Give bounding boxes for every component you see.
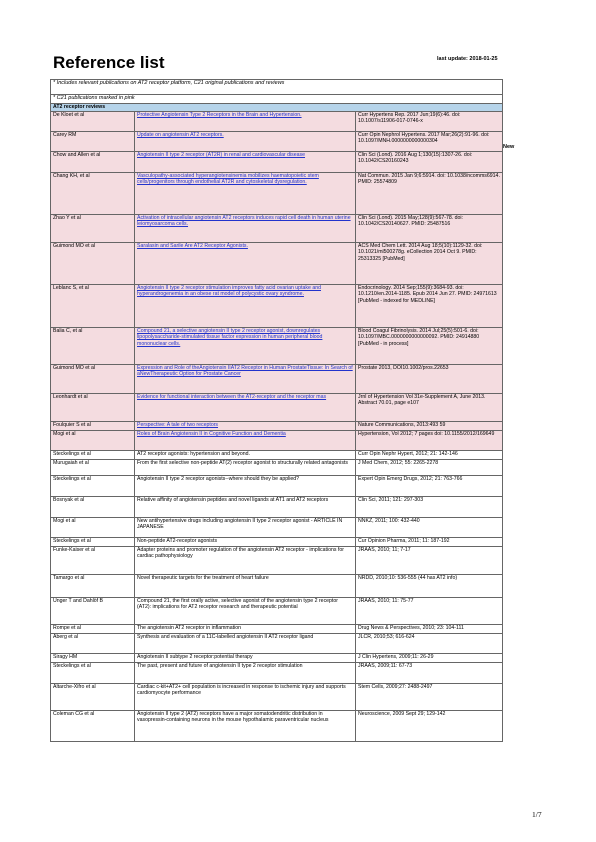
reference-table [50,79,503,742]
reference-journal-cell: NRDD, 2010;10: 536-555 (44 has AT2 info) [356,575,503,598]
reference-row [51,132,503,152]
reference-row [51,663,503,684]
reference-author-cell: Balia C, et al [51,328,135,365]
reference-author-cell: Murugaiah et al [51,460,135,476]
reference-author-cell: Foulquier S et al [51,422,135,431]
reference-title-cell: AT2 receptor agonists: hypertension and beyond. [135,451,356,460]
reference-journal-cell: Neuroscience, 2009 Sept 29; 129-142 [356,711,503,742]
reference-title-cell [135,215,356,243]
reference-title-cell: Adapter proteins and promoter regulation of the angiotensin AT2 receptor - implications for cardiac pathophysiology [135,547,356,575]
reference-row [51,112,503,132]
last-update-label: last update: 2018-01-25 [437,56,498,62]
reference-title-link[interactable]: Protective Angiotensin Type 2 Receptors in the Brain and Hypertension. [137,112,302,118]
reference-title-link[interactable]: Evidence for functional interaction between the AT2-receptor and the receptor mas [137,394,327,400]
reference-row [51,634,503,654]
section-header-row [51,104,503,112]
note-row [51,95,503,104]
reference-title-cell: Compound 21, the first orally active, selective agonist of the angiotensin type 2 receptor (AT2): implications for AT2 receptor research and therapeutic potential [135,598,356,625]
reference-title-link[interactable]: Compound 21, a selective angiotensin II type 2 receptor agonist, downregulates lipopolysaccharide-stimulated tissue factor expression in human peripheral blood mononuclear cells. [137,328,323,347]
reference-title-cell: Angiotensin II subtype 2 receptor:potential therapy [135,654,356,663]
reference-title-cell [135,422,356,431]
reference-row [51,394,503,422]
reference-journal-cell: JRAAS, 2010; 11; 7-17 [356,547,503,575]
reference-title-link[interactable]: Roles of Brain Angiotensin II in Cognitive Function and Dementia [137,431,286,437]
reference-journal-cell: Clin Sci, 2011; 121: 297-303 [356,497,503,518]
reference-author-cell: Rompe et al [51,625,135,634]
reference-title-link[interactable]: Vasculopathy-associated hyperangiotensinemia mobilizes haematopoietic stem cells/progenitors through endothelial AT2R and cytoskeletal dysregulation. [137,173,319,186]
reference-title-link[interactable]: Angiotensin II type 2 receptor (AT2R) in renal and cardiovascular disease [137,152,306,158]
reference-journal-cell: Prostate 2013, DOI10.1002/pros.22653 [356,365,503,394]
reference-title-cell: Cardiac c-kit+AT2+ cell population is increased in response to ischemic injury and supports cardiomyocyte performance [135,684,356,711]
reference-title-cell: Angiotensin II type 2 receptor agonists--where should they be applied? [135,476,356,497]
reference-row [51,547,503,575]
reference-row [51,243,503,285]
reference-author-cell: Mogi et al [51,518,135,538]
reference-row [51,460,503,476]
reference-journal-cell: Expert Opin Emerg Drugs, 2012; 21: 763-766 [356,476,503,497]
reference-title-link[interactable]: Angiotensin II type 2 receptor stimulation improves fatty acid ovarian uptake and hyperandrogenemia in an obese rat model of polycystic ovary syndrome. [137,285,321,298]
reference-row [51,711,503,742]
reference-journal-cell: Curr Opin Nephrol Hypertens. 2017 Mar;26(2):91-96. doi: 10.1097/MNH.0000000000000304 [356,132,503,152]
page-title: Reference list [53,53,165,72]
reference-title-link[interactable]: Update on angiotensin AT2 receptors. [137,132,224,138]
reference-author-cell: Unger T and Dahlöf B [51,598,135,625]
reference-title-cell: Relative affinity of angiotensin peptides and novel ligands at AT1 and AT2 receptors [135,497,356,518]
reference-row [51,625,503,634]
reference-row [51,365,503,394]
reference-title-cell: New antihypertensive drugs including angiotensin II type 2 receptor agonist - ARTICLE IN JAPANESE [135,518,356,538]
reference-journal-cell: Clin Sci (Lond). 2015 May;128(9):567-78. doi: 10.1042/CS20140627. PMID: 25487516 [356,215,503,243]
reference-author-cell: Åberg et al [51,634,135,654]
page-number: 1/7 [532,810,542,819]
section-title: AT2 receptor reviews [51,104,503,112]
reference-title-cell: Angiotensin II type 2 (AT2) receptors have a major somatodendritic distribution in vasopressin-containing neurons in the mouse hypothalamic paraventricular nucleus [135,711,356,742]
reference-row [51,518,503,538]
reference-journal-cell: JRAAS, 2010; 11: 75-77 [356,598,503,625]
reference-author-cell: Steckelings et al [51,538,135,547]
reference-journal-cell: J Med Chem, 2012; 55: 2265-2278 [356,460,503,476]
reference-author-cell: Guimond MO et al [51,365,135,394]
reference-title-cell [135,328,356,365]
reference-author-cell: Tamargo et al [51,575,135,598]
reference-title-link[interactable]: Activation of intracellular angiotensin AT2 receptors induces rapid cell death in human uterine leiomyosarcoma cells. [137,215,351,228]
reference-journal-cell: JRAAS, 2009;11: 67-73 [356,663,503,684]
reference-title-cell [135,132,356,152]
reference-title-cell: The angiotensin AT2 receptor in inflammation [135,625,356,634]
reference-row [51,598,503,625]
reference-author-cell: Guimond MO et al [51,243,135,285]
reference-journal-cell: JLCR, 2010;53; 616-624 [356,634,503,654]
reference-author-cell: Funke-Kaiser et al [51,547,135,575]
reference-row [51,152,503,173]
reference-journal-cell: Curr Opin Nephr Hypert, 2012; 21: 142-146 [356,451,503,460]
reference-row [51,215,503,243]
reference-author-cell: Leblanc S, et al [51,285,135,328]
reference-author-cell: Steckelings et al [51,451,135,460]
reference-title-cell: Synthesis and evaluation of a 11C-labelled angiotensin II AT2 receptor ligand [135,634,356,654]
reference-row [51,538,503,547]
reference-journal-cell: Curr Hypertens Rep. 2017 Jun;19(6):46. doi: 10.1007/s11906-017-0746-x [356,112,503,132]
reference-author-cell: Mogi et al [51,431,135,451]
reference-journal-cell: Cur Opinion Pharma, 2011; 11: 187-192 [356,538,503,547]
reference-title-cell: Non-peptide AT2-receptor agonists [135,538,356,547]
reference-author-cell: Bosnyak et al [51,497,135,518]
reference-title-cell [135,173,356,215]
reference-journal-cell: Endocrinology. 2014 Sep;155(9):3684-93. doi: 10.1210/en.2014-1185. Epub 2014 Jun 27. PMID: 24971613 [PubMed - indexed for MEDLINE] [356,285,503,328]
reference-journal-cell: Blood Coagul Fibrinolysis. 2014 Jul;25(5):501-6. doi: 10.1097/MBC.0000000000000092. PMID: 24914880 [PubMed - in process] [356,328,503,365]
note-text: * Includes relevant publications on AT2 receptor platform, C21 original publications and reviews [51,80,503,95]
new-marker: New [503,144,515,150]
reference-author-cell: Steckelings et al [51,476,135,497]
reference-row [51,497,503,518]
reference-journal-cell: Hypertension, Vol 2012; 7 pages doi: 10.1155/2012/169649 [356,431,503,451]
reference-author-cell: Zhao Y et al [51,215,135,243]
reference-author-cell: Carey RM [51,132,135,152]
reference-row [51,654,503,663]
note-row [51,80,503,95]
reference-journal-cell: Jrnl of Hypertension Vol 31e-Supplement A, June 2013. Abstract 70.01, page e107 [356,394,503,422]
reference-row [51,451,503,460]
reference-journal-cell: Nature Communications, 2013:493 59 [356,422,503,431]
reference-journal-cell: Drug News & Perspectives, 2010; 23: 104-111 [356,625,503,634]
reference-author-cell: Steckelings et al [51,663,135,684]
reference-title-cell [135,285,356,328]
reference-author-cell: Altarche-Xifro et al [51,684,135,711]
reference-title-cell [135,431,356,451]
reference-author-cell: Chang KH, et al [51,173,135,215]
reference-journal-cell: NNKZ, 2011; 100: 432-440 [356,518,503,538]
note-text: * C21 publications marked in pink [51,95,503,104]
reference-row [51,476,503,497]
reference-journal-cell: Clin Sci (Lond). 2016 Aug 1;130(15):1307-26. doi: 10.1042/CS20160243 [356,152,503,173]
reference-title-cell [135,365,356,394]
reference-title-cell: Novel therapeutic targets for the treatment of heart failure [135,575,356,598]
reference-row [51,173,503,215]
reference-journal-cell: J Clin Hypertens, 2009;11: 26-29 [356,654,503,663]
reference-author-cell: Leonhardt et al [51,394,135,422]
reference-title-cell: The past, present and future of angiotensin II type 2 receptor stimulation [135,663,356,684]
reference-title-cell [135,112,356,132]
reference-row [51,422,503,431]
reference-row [51,431,503,451]
reference-title-link[interactable]: Saralasin and Sarile Are AT2 Receptor Agonists. [137,243,248,249]
reference-journal-cell: Nat Commun. 2015 Jan 9;6:5914. doi: 10.1038/ncomms6914. PMID: 25574809 [356,173,503,215]
reference-journal-cell: Stem Cells, 2009;27: 2488-2497 [356,684,503,711]
reference-author-cell: Chow and Allen et al [51,152,135,173]
reference-row [51,684,503,711]
reference-journal-cell: ACS Med Chem Lett. 2014 Aug 18;5(10):1129-32. doi: 10.1021/ml500278g. eCollection 2014 Oct 9. PMID: 25313325 [PubMed] [356,243,503,285]
reference-row [51,328,503,365]
reference-title-cell [135,152,356,173]
reference-title-cell [135,394,356,422]
reference-title-cell [135,243,356,285]
reference-author-cell: De Kloet et al [51,112,135,132]
reference-author-cell: Coleman CG et al [51,711,135,742]
reference-title-link[interactable]: Perspective: A tale of two receptors [137,422,219,428]
reference-row [51,575,503,598]
reference-author-cell: Siragy HM [51,654,135,663]
reference-row [51,285,503,328]
reference-title-cell: From the first selective non-peptide AT(2) receptor agonist to structurally related antagonists [135,460,356,476]
reference-title-link[interactable]: Expression and Role of theAngiotensin IIAT2 Receptor in Human ProstateTissue: In Search of aNewTherapeutic Option for Prostate Cancer [137,365,353,378]
